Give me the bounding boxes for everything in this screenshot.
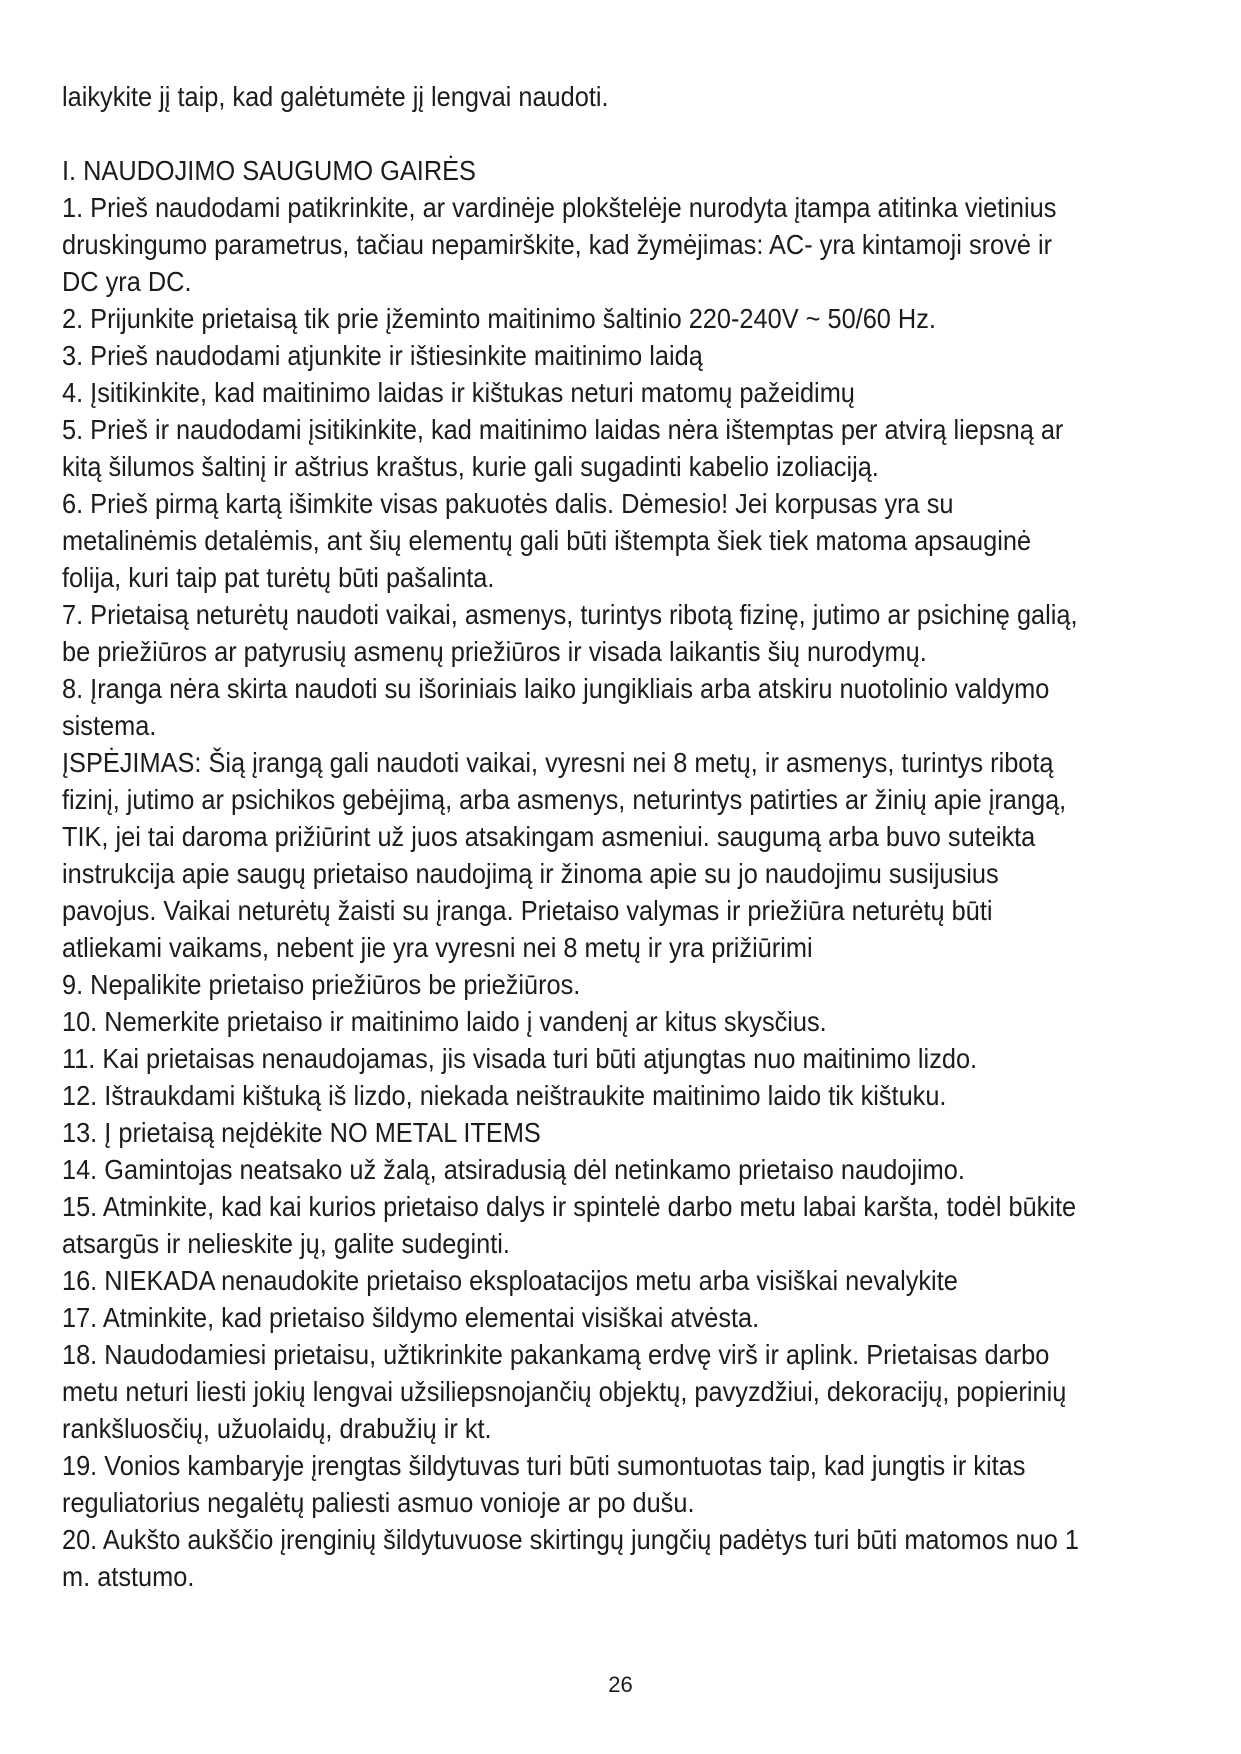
list-item: 3. Prieš naudodami atjunkite ir ištiesinkite maitinimo laidą <box>62 340 703 371</box>
list-item: 15. Atminkite, kad kai kurios prietaiso dalys ir spintelė darbo metu labai karšta, todėl būkite atsargūs ir nelieskite jų, galite sudeginti. <box>62 1191 1077 1259</box>
list-item: 5. Prieš ir naudodami įsitikinkite, kad maitinimo laidas nėra ištemptas per atvirą liepsną ar kitą šilumos šaltinį ir aštrius kraštus, kurie gali sugadinti kabelio izoliaciją. <box>62 414 1064 482</box>
section-title: I. NAUDOJIMO SAUGUMO GAIRĖS <box>62 155 476 186</box>
list-item: 7. Prietaisą neturėtų naudoti vaikai, asmenys, turintys ribotą fizinę, jutimo ar psichinę galią, be priežiūros ar patyrusių asmenų priežiūros ir visada laikantis šių nurodymų. <box>62 599 1078 667</box>
list-item: 13. Į prietaisą neįdėkite NO METAL ITEMS <box>62 1117 541 1148</box>
list-item: 14. Gamintojas neatsako už žalą, atsiradusią dėl netinkamo prietaiso naudojimo. <box>62 1154 965 1185</box>
list-item: 10. Nemerkite prietaiso ir maitinimo laido į vandenį ar kitus skysčius. <box>62 1006 827 1037</box>
list-item: 1. Prieš naudodami patikrinkite, ar vardinėje plokštelėje nurodyta įtampa atitinka vietinius druskingumo parametrus, tačiau nepamirškite, kad žymėjimas: AC- yra kintamoji srovė ir DC yra DC. <box>62 192 1057 297</box>
document-body <box>62 78 1085 1595</box>
list-item: 6. Prieš pirmą kartą išimkite visas pakuotės dalis. Dėmesio! Jei korpusas yra su metalinėmis detalėmis, ant šių elementų gali būti ištempta šiek tiek matoma apsauginė folija, kuri taip pat turėtų būti pašalinta. <box>62 488 1032 593</box>
list-item: 16. NIEKADA nenaudokite prietaiso eksploatacijos metu arba visiškai nevalykite <box>62 1265 958 1296</box>
warning-paragraph: ĮSPĖJIMAS: Šią įrangą gali naudoti vaikai, vyresni nei 8 metų, ir asmenys, turintys ribotą fizinį, jutimo ar psichikos gebėjimą, arba asmenys, neturintys patirties ar žinių apie įrangą, TIK, jei tai daroma prižiūrint už juos atsakingam asmeniui. saugumą arba buvo suteikta instrukcija apie saugų prietaiso naudojimą ir žinoma apie su jo naudojimu susijusius pavojus. Vaikai neturėtų žaisti su įranga. Prietaiso valymas ir priežiūra neturėtų būti atliekami vaikams, nebent jie yra vyresni nei 8 metų ir yra prižiūrimi <box>62 747 1067 963</box>
list-item: 12. Ištraukdami kištuką iš lizdo, niekada neištraukite maitinimo laido tik kištuku. <box>62 1080 947 1111</box>
list-item: 19. Vonios kambaryje įrengtas šildytuvas turi būti sumontuotas taip, kad jungtis ir kitas reguliatorius negalėtų paliesti asmuo vonioje ar po dušu. <box>62 1450 1026 1518</box>
list-item: 20. Aukšto aukščio įrenginių šildytuvuose skirtingų jungčių padėtys turi būti matomos nuo 1 m. atstumo. <box>62 1524 1079 1592</box>
list-item: 17. Atminkite, kad prietaiso šildymo elementai visiškai atvėsta. <box>62 1302 760 1333</box>
list-item: 2. Prijunkite prietaisą tik prie įžeminto maitinimo šaltinio 220-240V ~ 50/60 Hz. <box>62 303 936 334</box>
list-item: 4. Įsitikinkite, kad maitinimo laidas ir kištukas neturi matomų pažeidimų <box>62 377 855 408</box>
intro-text: laikykite jį taip, kad galėtumėte jį lengvai naudoti. <box>62 81 609 112</box>
list-item: 9. Nepalikite prietaiso priežiūros be priežiūros. <box>62 969 581 1000</box>
list-item: 8. Įranga nėra skirta naudoti su išoriniais laiko jungikliais arba atskiru nuotolinio valdymo sistema. <box>62 673 1050 741</box>
page-number: 26 <box>608 1672 633 1697</box>
list-item: 11. Kai prietaisas nenaudojamas, jis visada turi būti atjungtas nuo maitinimo lizdo. <box>62 1043 978 1074</box>
list-item: 18. Naudodamiesi prietaisu, užtikrinkite pakankamą erdvę virš ir aplink. Prietaisas darbo metu neturi liesti jokių lengvai užsiliepsnojančių objektų, pavyzdžiui, dekoracijų, popierinių rankšluosčių, užuolaidų, drabužių ir kt. <box>62 1339 1067 1444</box>
